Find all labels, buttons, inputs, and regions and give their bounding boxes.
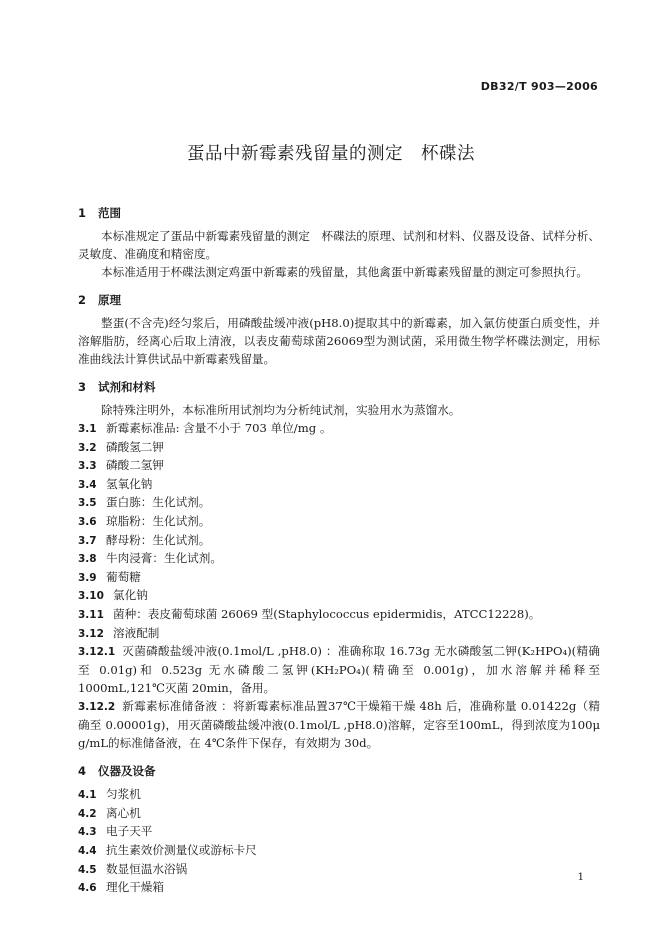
section-title: 试剂和材料 xyxy=(98,380,156,394)
section-2-heading xyxy=(78,291,600,309)
section-number: 3 xyxy=(78,380,87,394)
list-item: 3.1 新霉素标准品: 含量不小于 703 单位/mg 。 xyxy=(78,421,332,435)
section-number: 4 xyxy=(78,764,87,779)
section-title: 范围 xyxy=(98,206,121,220)
list-item: 3.2 磷酸氢二钾 xyxy=(78,439,164,454)
list-item: 3.11 菌种：表皮葡萄球菌 26069 型(Staphylococcus epidermidis，ATCC12228)。 xyxy=(78,606,541,621)
section-3-heading xyxy=(78,378,600,396)
standard-code: DB32/T 903—2006 xyxy=(480,80,598,93)
document-body xyxy=(78,204,600,897)
subitem-buffer-solution: 3.12.1 灭菌磷酸盐缓冲液(0.1mol/L ,pH8.0) ：准确称取 16.73g 无水磷酸氢二钾(K₂HPO₄)(精确至 0.01g)和 0.523g 无水磷酸二氢钾(KH₂PO₄)(精确至 0.001g)，加水溶解并稀释至 1000mL,121℃灭菌 20min，备用。 xyxy=(78,644,600,696)
scope-paragraph-2: 本标准适用于杯碟法测定鸡蛋中新霉素的残留量，其他禽蛋中新霉素残留量的测定可参照执行。 xyxy=(101,265,588,279)
list-item: 4.1 匀浆机 xyxy=(78,787,141,802)
list-item: 4.6 理化干燥箱 xyxy=(78,880,164,895)
section-number: 1 xyxy=(78,206,87,220)
scope-paragraph-1: 本标准规定了蛋品中新霉素残留量的测定 杯碟法的原理、试剂和材料、仪器及设备、试样分析、灵敏度、准确度和精密度。 xyxy=(78,229,600,261)
list-item: 3.5 蛋白胨：生化试剂。 xyxy=(78,495,211,510)
section-title: 仪器及设备 xyxy=(98,764,156,779)
document-title xyxy=(0,140,662,165)
section-number: 2 xyxy=(78,293,87,307)
list-item: 4.3 电子天平 xyxy=(78,824,153,839)
section-title: 原理 xyxy=(98,293,121,307)
list-item: 4.4 抗生素效价测量仪或游标卡尺 xyxy=(78,842,257,857)
list-item: 3.10 氯化钠 xyxy=(78,588,148,603)
list-item: 3.9 葡萄糖 xyxy=(78,569,141,584)
list-item: 3.4 氢氧化钠 xyxy=(78,476,153,491)
title-main: 蛋品中新霉素残留量的测定 xyxy=(187,144,403,164)
subitem-stock-solution: 3.12.2 新霉素标准储备液 ：将新霉素标准品置37℃干燥箱干燥 48h 后，准确称量 0.01422g（精确至 0.00001g)，用灭菌磷酸盐缓冲液(0.1mol/L ,pH8.0)溶解，定容至100mL，得到浓度为100μ g/mL的标准储备液，在 4℃条件下保存，有效期为 30d。 xyxy=(78,699,600,751)
list-item: 4.5 数显恒温水浴锅 xyxy=(78,861,188,876)
list-item: 3.3 磷酸二氢钾 xyxy=(78,458,164,473)
list-item: 3.6 琼脂粉：生化试剂。 xyxy=(78,513,211,528)
reagents-intro: 除特殊注明外，本标准所用试剂均为分析纯试剂，实验用水为蒸馏水。 xyxy=(101,403,461,417)
list-item: 3.8 牛肉浸膏：生化试剂。 xyxy=(78,551,222,566)
principle-paragraph: 整蛋(不含壳)经匀浆后，用磷酸盐缓冲液(pH8.0)提取其中的新霉素，加入氯仿使蛋白质变性，并溶解脂肪，经离心后取上清液，以表皮葡萄球菌26069型为测试菌，采用微生物学杯碟法测定，用标准曲线法计算供试品中新霉素残留量。 xyxy=(78,316,600,366)
list-item: 4.2 离心机 xyxy=(78,805,141,820)
list-item: 3.12 溶液配制 xyxy=(78,625,160,640)
page-number: 1 xyxy=(577,872,584,883)
section-1-heading xyxy=(78,204,600,222)
section-4-heading xyxy=(78,762,600,780)
title-method: 杯碟法 xyxy=(421,144,475,164)
list-item: 3.7 酵母粉：生化试剂。 xyxy=(78,532,211,547)
